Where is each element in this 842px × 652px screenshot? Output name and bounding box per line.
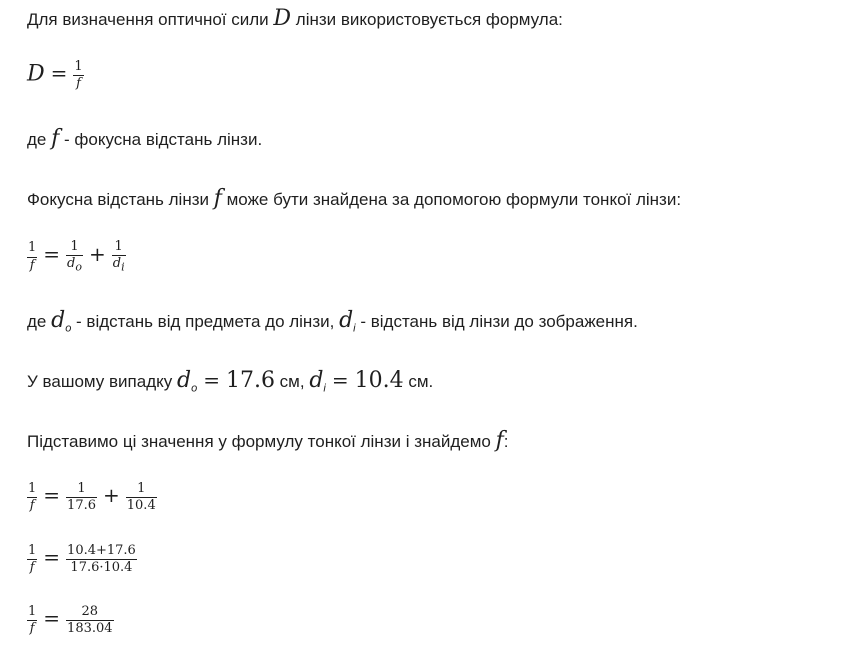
given-eq1: = (203, 368, 220, 392)
eq2-frac1 (27, 241, 37, 273)
eq2-d1: f (29, 257, 35, 273)
eq4-d1: f (29, 560, 35, 576)
eq5-n1: 1 (27, 605, 37, 621)
given-di: d (309, 368, 324, 393)
eq3-equals: = (43, 483, 61, 508)
eq5-d1: f (29, 621, 35, 637)
equation-thin-lens (27, 240, 126, 274)
equation-power (27, 60, 84, 92)
equation-result (27, 605, 114, 637)
eq2-frac2 (66, 240, 83, 274)
eq3-d1: f (29, 498, 35, 514)
symbol-f-2: f (213, 186, 222, 211)
dist-pre: де (27, 312, 52, 331)
eq4-n1: 1 (27, 544, 37, 560)
symbol-do-sub: o (65, 322, 72, 335)
eq3-n3: 1 (126, 482, 157, 498)
eq3-frac2 (66, 482, 97, 514)
eq3-n2: 1 (66, 482, 97, 498)
symbol-D: D (273, 6, 292, 31)
equation-substituted (27, 482, 157, 514)
substitute-text: Підставимо ці значення у формулу тонкої лінзи і знайдемо (27, 432, 496, 451)
thin-lens-rest: може бути знайдена за допомогою формули тонкої лінзи: (221, 190, 682, 209)
thin-lens-intro (27, 186, 681, 211)
eq4-d2: 17.6·10.4 (70, 560, 133, 576)
eq1-lhs: D (27, 61, 45, 87)
eq4-n2: 10.4+17.6 (66, 544, 137, 560)
eq4-equals: = (43, 545, 61, 570)
eq2-n3: 1 (112, 240, 126, 256)
eq3-d2: 17.6 (67, 498, 96, 514)
given-do-value: 17.6 (225, 368, 275, 393)
eq2-plus: + (89, 242, 106, 267)
eq2-equals: = (43, 242, 61, 267)
symbol-do: d (51, 308, 66, 333)
distances-def-line (27, 308, 638, 334)
eq2-d2-var: d (67, 256, 76, 272)
given-do: d (176, 368, 192, 393)
eq2-frac3 (112, 240, 126, 274)
intro-rest: лінзи використовується формула: (291, 10, 563, 29)
eq3-plus: + (103, 483, 120, 508)
focal-def-pre: де (27, 130, 52, 149)
eq2-d2 (66, 256, 83, 274)
eq3-frac3 (126, 482, 157, 514)
eq5-equals: = (43, 606, 61, 631)
given-do-sub: o (191, 382, 198, 395)
eq2-n2: 1 (66, 240, 83, 256)
focal-def-rest: - фокусна відстань лінзи. (59, 130, 263, 149)
symbol-di-sub: i (353, 322, 356, 335)
eq2-d3-var: d (112, 256, 122, 272)
eq1-equals: = (50, 61, 68, 86)
dist-rest: - відстань від лінзи до зображення. (355, 312, 638, 331)
given-di-value: 10.4 (354, 368, 404, 393)
substitute-rest: : (503, 432, 509, 451)
intro-text: Для визначення оптичної сили (27, 10, 274, 29)
equation-combined (27, 544, 137, 576)
given-eq2: = (331, 368, 349, 392)
eq3-frac1 (27, 482, 37, 514)
substitute-line (27, 428, 508, 453)
eq4-frac1 (27, 544, 37, 576)
intro-line (27, 6, 563, 31)
eq5-d2: 183.04 (67, 621, 113, 637)
eq1-num: 1 (73, 60, 83, 76)
symbol-f-3: f (495, 428, 504, 453)
eq3-n1: 1 (27, 482, 37, 498)
dist-mid: - відстань від предмета до лінзи, (71, 312, 340, 331)
given-unit1: см, (274, 372, 310, 391)
given-values-line (27, 368, 433, 394)
given-unit2: см. (403, 372, 434, 391)
eq5-frac1 (27, 605, 37, 637)
given-pre: У вашому випадку (27, 372, 177, 391)
eq2-d2-sub: o (75, 260, 82, 274)
eq1-den: f (76, 76, 81, 92)
eq5-frac2 (66, 605, 114, 637)
symbol-di: d (339, 308, 354, 333)
eq3-d3: 10.4 (126, 498, 156, 514)
given-di-sub: i (323, 382, 326, 395)
eq5-n2: 28 (66, 605, 114, 621)
eq4-frac2 (66, 544, 137, 576)
eq2-d3-sub: i (121, 260, 125, 274)
eq2-n1: 1 (27, 241, 37, 257)
thin-lens-text: Фокусна відстань лінзи (27, 190, 214, 209)
symbol-f: f (51, 126, 60, 151)
focal-def-line (27, 126, 262, 151)
eq2-d3 (112, 256, 126, 274)
eq1-fraction (73, 60, 83, 92)
